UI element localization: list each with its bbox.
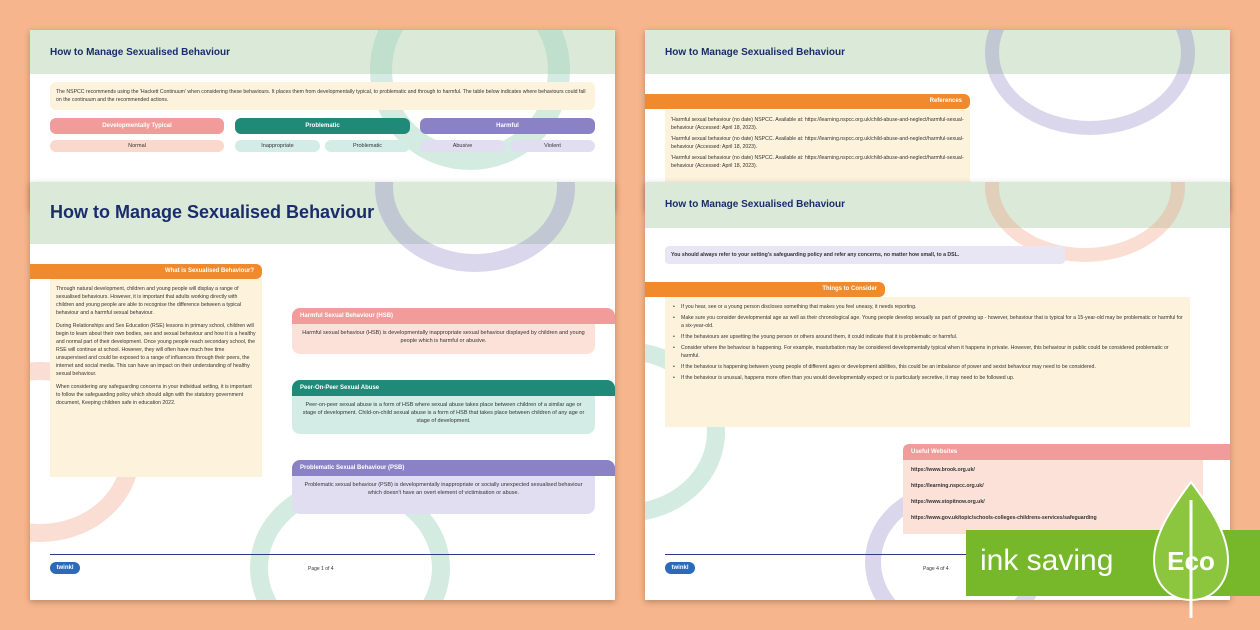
eco-badge-label: Eco xyxy=(1167,546,1215,576)
twinkl-logo: twinkl xyxy=(665,562,695,574)
references-tab: References xyxy=(645,94,970,109)
what-is-paragraph: During Relationships and Sex Education (RSE) lessons in primary school, children will begin to learn about their own bodies, sex and sexual behaviour and how it is a healthy and normal part of their development. Once young people reach secondary school, the RSE will continue at school. However, they will often have much free time unsupervised and could be exposed to a range of influences through their peers, the internet and social media. This can have an impact on their understanding of healthy sexual behaviour. xyxy=(56,323,256,377)
website-link[interactable]: https://www.stopitnow.org.uk/ xyxy=(911,499,985,505)
website-link[interactable]: https://learning.nspcc.org.uk/ xyxy=(911,483,984,489)
notice-banner xyxy=(665,246,1065,264)
page-thumbnail-3[interactable] xyxy=(30,182,615,600)
consider-box xyxy=(665,297,1190,427)
reference-item: 'Harmful sexual behaviour (no date) NSPCC. Available at: https://learning.nspcc.org.uk/child-abuse-and-neglect/harmful-sexual-behaviour (Accessed: April 18, 2023). xyxy=(671,136,964,150)
page-number: Page 4 of 4 xyxy=(923,566,949,572)
continuum-harmful: Harmful xyxy=(420,118,595,134)
reference-item: 'Harmful sexual behaviour (no date) NSPCC. Available at: https://learning.nspcc.org.uk/child-abuse-and-neglect/harmful-sexual-behaviour (Accessed: April 18, 2023). xyxy=(671,155,964,169)
consider-item: • Make sure you consider developmental age as well as their chronological age. Young people develop sexually as part of growing up - however, behaviour that is typical for a 15-year-old may be problematic or harmful for a six-year-old. xyxy=(671,314,1184,330)
psb-card-title: Problematic Sexual Behaviour (PSB) xyxy=(292,460,615,476)
what-is-paragraph: When considering any safeguarding concerns in your individual setting, it is important to follow the safeguarding policy which should align with the statutory government document, Keeping children safe in education 2022. xyxy=(56,384,252,406)
continuum-abusive: Abusive xyxy=(420,140,505,152)
notice-text: You should always refer to your setting's safeguarding policy and refer any concerns, no matter how small, to a DSL. xyxy=(671,252,960,258)
footer-divider xyxy=(50,554,595,555)
peer-card-body: Peer-on-peer sexual abuse is a form of HSB where sexual abuse takes place between children of a similar age or stage of development. Child-on-child sexual abuse is a form of HSB that takes place between children of any age or stage of development. xyxy=(292,396,595,434)
intro-box xyxy=(50,82,595,110)
page-title: How to Manage Sexualised Behaviour xyxy=(50,202,375,222)
continuum-problematic: Problematic xyxy=(235,118,410,134)
what-is-box xyxy=(50,279,262,477)
page-number: Page 1 of 4 xyxy=(308,566,334,572)
consider-item: • Consider where the behaviour is happening. For example, masturbation may be considered developmentally typical when it happens in private. However, this behaviour in public could be considered problematic or harmful. xyxy=(671,344,1184,360)
peer-card-title: Peer-On-Peer Sexual Abuse xyxy=(292,380,615,396)
hsb-card-title: Harmful Sexual Behaviour (HSB) xyxy=(292,308,615,324)
reference-item: 'Harmful sexual behaviour (no date) NSPCC. Available at: https://learning.nspcc.org.uk/child-abuse-and-neglect/harmful-sexual-behaviour (Accessed: April 18, 2023). xyxy=(671,117,964,131)
websites-title: Useful Websites xyxy=(903,444,1230,460)
continuum-problematic-sub: Problematic xyxy=(325,140,410,152)
consider-list xyxy=(671,303,1184,382)
eco-leaf-icon xyxy=(1152,480,1230,620)
decorative-ring xyxy=(375,182,575,272)
consider-item: • If you hear, see or a young person discloses something that makes you feel uneasy, it needs reporting. xyxy=(671,303,1184,311)
ink-saving-label: ink saving xyxy=(980,544,1114,577)
twinkl-logo: twinkl xyxy=(50,562,80,574)
page-header-title: How to Manage Sexualised Behaviour xyxy=(665,199,846,210)
website-link[interactable]: https://www.brook.org.uk/ xyxy=(911,467,975,473)
page-header-title: How to Manage Sexualised Behaviour xyxy=(665,47,846,58)
continuum-typical: Developmentally Typical xyxy=(50,118,224,134)
consider-item: • If the behaviours are upsetting the young person or others around them, it could indicate that it is problematic or harmful. xyxy=(671,333,1184,341)
consider-tab: Things to Consider xyxy=(645,282,885,297)
continuum-inappropriate: Inappropriate xyxy=(235,140,320,152)
what-is-tab: What is Sexualised Behaviour? xyxy=(30,264,262,279)
decorative-ring xyxy=(985,30,1195,135)
intro-text: The NSPCC recommends using the 'Hackett Continuum' when considering these behaviours. It places them from developmentally typical, to problematic and through to harmful. The table below indicates where behaviours could fall on the continuum and the recommended actions. xyxy=(56,89,586,103)
hsb-card-body: Harmful sexual behaviour (HSB) is developmentally inappropriate sexual behaviour displayed by children and young people which is harmful or abusive. xyxy=(292,324,595,354)
consider-item: • If the behaviour is happening between young people of different ages or development abilities, this could be an imbalance of power and sexist behaviour may need to be considered. xyxy=(671,363,1184,371)
what-is-paragraph: Through natural development, children and young people will display a range of sexualised behaviours. However, it is important that adults working directly with children and young people are able to recognise the difference between a typical behaviour and a harmful sexual behaviour. xyxy=(56,286,242,316)
continuum-violent: Violent xyxy=(510,140,595,152)
website-link[interactable]: https://www.gov.uk/topic/schools-colleges-childrens-services/safeguarding xyxy=(911,515,1097,521)
continuum-normal: Normal xyxy=(50,140,224,152)
psb-card-body: Problematic sexual behaviour (PSB) is developmentally inappropriate or socially unexpected sexualised behaviour which doesn't have an overt element of victimisation or abuse. xyxy=(292,476,595,514)
consider-item: • If the behaviour is unusual, happens more often than you would developmentally expect or is particularly secretive, it may need to be followed up. xyxy=(671,374,1184,382)
page-header-title: How to Manage Sexualised Behaviour xyxy=(50,47,231,58)
